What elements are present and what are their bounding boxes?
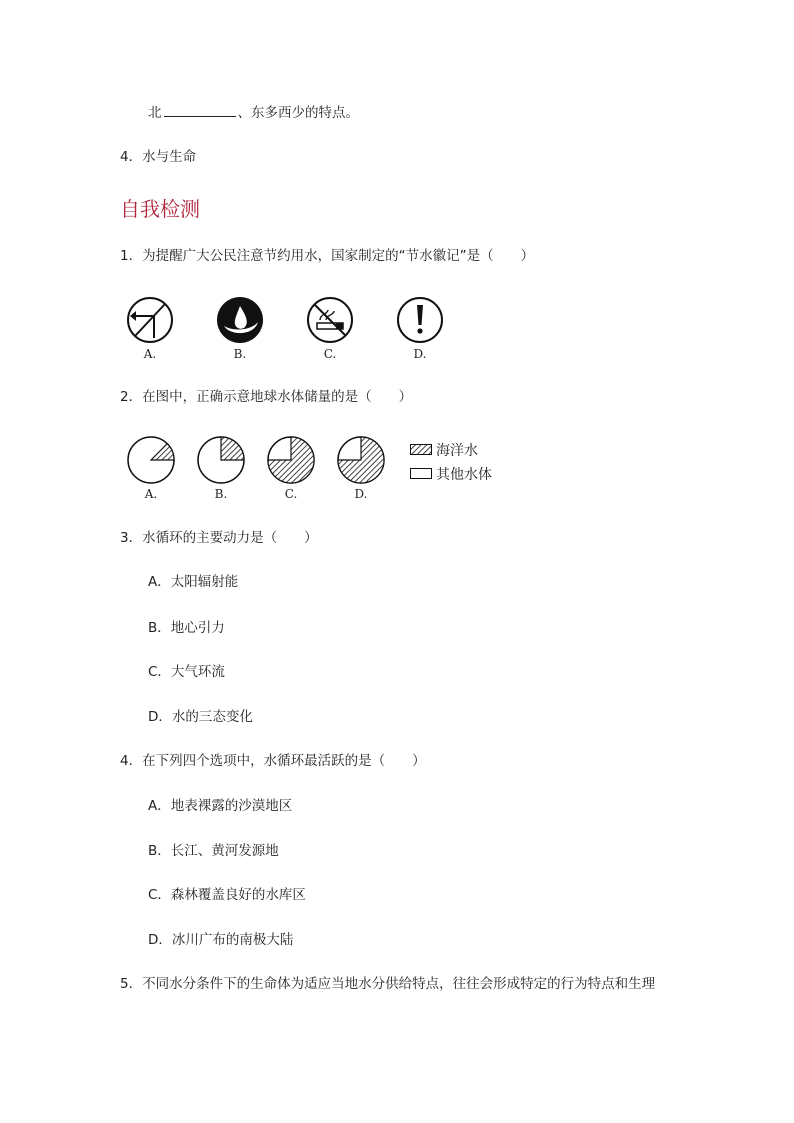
legend-ocean-label: 海洋水	[436, 443, 478, 459]
q2-label-a: A.	[144, 487, 158, 501]
question-1: 1．为提醒广大公民注意节约用水，国家制定的“节水徽记”是（ ）	[120, 248, 535, 264]
q3-option-c: C．大气环流	[148, 664, 225, 680]
item-4-title: 4．水与生命	[120, 149, 197, 165]
q1-label-d: D.	[413, 347, 427, 361]
q2-pie-c	[268, 437, 314, 483]
q2-pie-a	[128, 437, 174, 483]
q3-option-a: A．太阳辐射能	[148, 574, 239, 590]
legend-other-swatch	[410, 468, 432, 479]
question-3: 3．水循环的主要动力是（ ）	[120, 530, 318, 546]
water-drop-emblem-icon	[217, 297, 263, 343]
q1-label-c: C.	[323, 347, 337, 361]
q4-option-a: A．地表裸露的沙漠地区	[148, 798, 293, 814]
fill-blank-line	[148, 104, 359, 122]
q1-figure	[120, 296, 480, 346]
answer-blank[interactable]	[164, 104, 236, 117]
question-5: 5．不同水分条件下的生命体为适应当地水分供给特点，往往会形成特定的行为特点和生理	[120, 976, 656, 992]
q4-option-b: B．长江、黄河发源地	[148, 843, 279, 859]
section-title: 自我检测	[120, 197, 200, 221]
fill-blank-suffix: 、东多西少的特点。	[237, 105, 359, 121]
fill-blank-prefix: 北	[148, 105, 162, 121]
q3-option-d: D．水的三态变化	[148, 709, 253, 725]
question-4: 4．在下列四个选项中，水循环最活跃的是（ ）	[120, 753, 426, 769]
exclamation-warning-icon	[398, 298, 442, 342]
q4-option-c: C．森林覆盖良好的水库区	[148, 887, 306, 903]
q2-label-c: C.	[284, 487, 298, 501]
legend-ocean-swatch	[410, 444, 432, 455]
question-2: 2．在图中，正确示意地球水体储量的是（ ）	[120, 389, 413, 405]
no-turn-sign-icon	[128, 298, 172, 342]
q1-label-a: A.	[143, 347, 157, 361]
q2-pie-d	[338, 437, 384, 483]
q2-label-b: B.	[214, 487, 228, 501]
no-smoking-sign-icon	[308, 298, 352, 342]
q4-option-d: D．冰川广布的南极大陆	[148, 932, 294, 948]
q2-pie-b-ocean-slice	[221, 437, 244, 460]
q2-label-d: D.	[354, 487, 368, 501]
legend-other-label: 其他水体	[436, 467, 492, 483]
q2-pie-b	[198, 437, 244, 483]
q3-option-b: B．地心引力	[148, 620, 225, 636]
q1-label-b: B.	[233, 347, 247, 361]
q2-pie-figure	[125, 434, 385, 486]
